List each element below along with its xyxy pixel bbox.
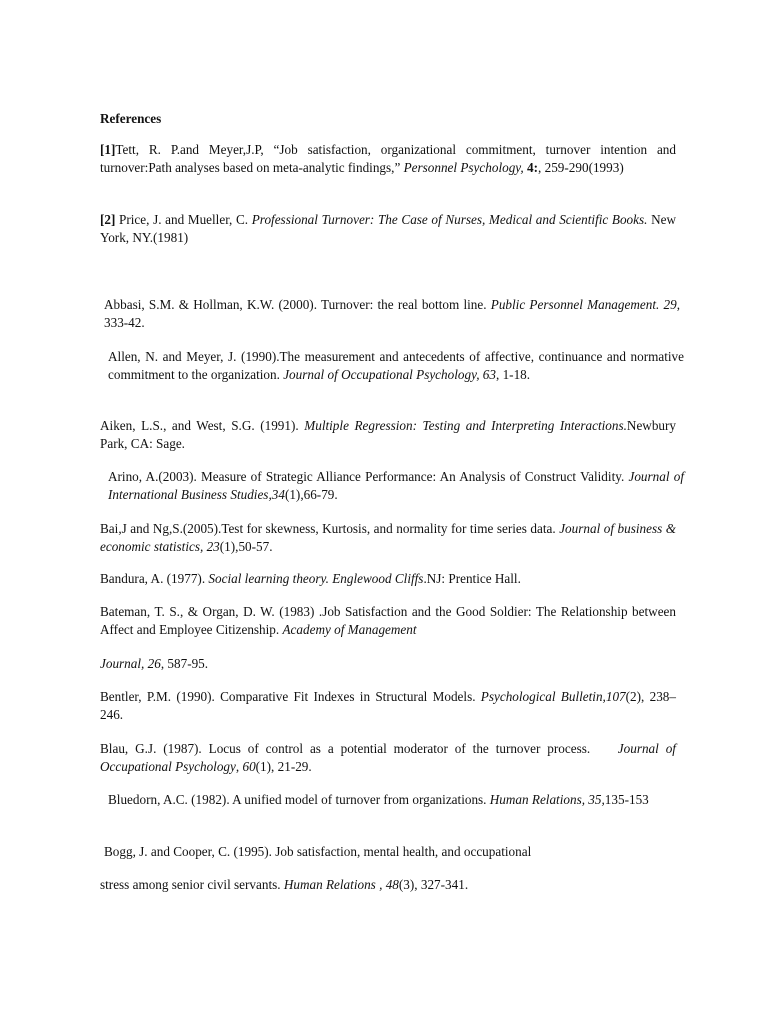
reference-allen: Allen, N. and Meyer, J. (1990).The measurement and antecedents of affective, continuance and normative commitment to the organization. Journal of Occupational Psychology, 63, 1-18. — [108, 349, 684, 382]
reference-bogg: Bogg, J. and Cooper, C. (1995). Job satisfaction, mental health, and occupational — [104, 844, 532, 859]
reference-bluedorn: Bluedorn, A.C. (1982). A unified model of turnover from organizations. Human Relations, 35,135-153 — [108, 792, 649, 807]
references-heading: References — [100, 111, 162, 126]
reference-1: [1]Tett, R. P.and Meyer,J.P, “Job satisfaction, organizational commitment, turnover intention and turnover:Path analyses based on meta-analytic findings,” Personnel Psychology, 4:, 259-290(1993) — [100, 142, 676, 175]
reference-bai: Bai,J and Ng,S.(2005).Test for skewness, Kurtosis, and normality for time series data. Journal of business & economic statistics, 23(1),50-57. — [100, 521, 676, 554]
reference-bentler: Bentler, P.M. (1990). Comparative Fit Indexes in Structural Models. Psychological Bulletin,107(2), 238–246. — [100, 689, 676, 722]
reference-aiken: Aiken, L.S., and West, S.G. (1991). Multiple Regression: Testing and Interpreting Interactions.Newbury Park, CA: Sage. — [100, 418, 676, 451]
reference-2: [2] Price, J. and Mueller, C. Professional Turnover: The Case of Nurses, Medical and Scientific Books. New York, NY.(1981) — [100, 212, 676, 245]
reference-arino: Arino, A.(2003). Measure of Strategic Alliance Performance: An Analysis of Construct Validity. Journal of International Business Studies,34(1),66-79. — [108, 469, 684, 502]
reference-bandura: Bandura, A. (1977). Social learning theory. Englewood Cliffs.NJ: Prentice Hall. — [100, 571, 521, 586]
reference-bogg-continued: stress among senior civil servants. Human Relations , 48(3), 327-341. — [100, 877, 469, 892]
reference-bateman-continued: Journal, 26, 587-95. — [100, 656, 209, 671]
reference-bateman: Bateman, T. S., & Organ, D. W. (1983) .Job Satisfaction and the Good Soldier: The Relationship between Affect and Employee Citizenship. Academy of Management — [100, 604, 676, 637]
reference-abbasi: Abbasi, S.M. & Hollman, K.W. (2000). Turnover: the real bottom line. Public Personnel Management. 29, 333-42. — [104, 297, 680, 330]
reference-blau: Blau, G.J. (1987). Locus of control as a potential moderator of the turnover process. Journal of Occupational Psychology, 60(1), 21-29. — [100, 741, 676, 774]
